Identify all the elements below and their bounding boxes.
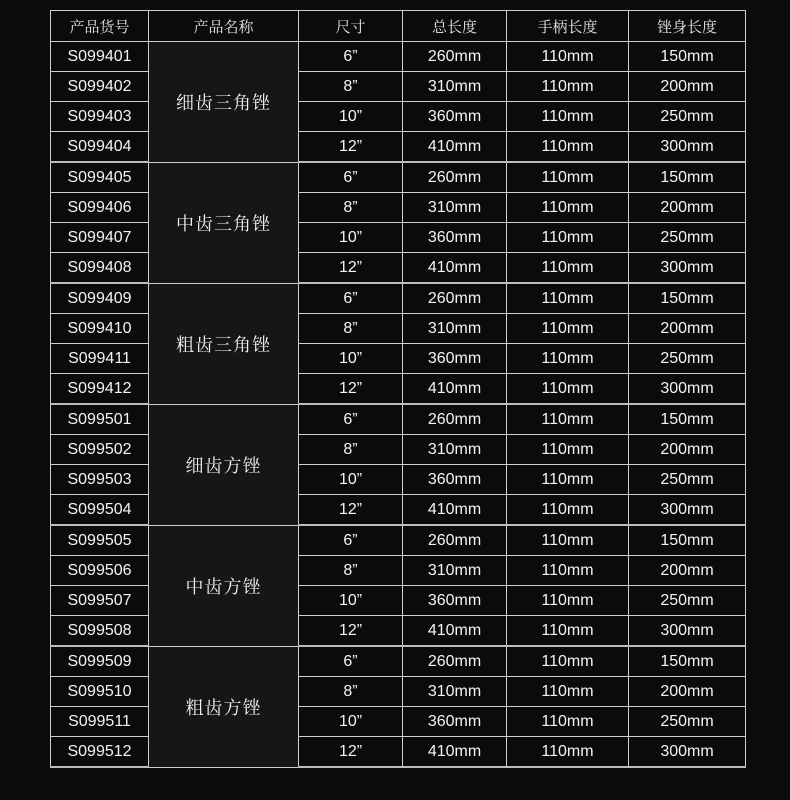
total-length-cell: 360mm: [403, 707, 507, 737]
table-row: [51, 42, 746, 72]
handle-length-cell: 110mm: [507, 707, 629, 737]
size-cell: 12”: [299, 495, 403, 526]
total-length-cell: 260mm: [403, 646, 507, 677]
total-length-cell: 310mm: [403, 314, 507, 344]
total-length-cell: 310mm: [403, 677, 507, 707]
file-body-length-cell: 250mm: [629, 707, 746, 737]
total-length-cell: 360mm: [403, 223, 507, 253]
total-length-cell: 410mm: [403, 495, 507, 526]
file-body-length-cell: 200mm: [629, 314, 746, 344]
handle-length-cell: 110mm: [507, 525, 629, 556]
size-cell: 12”: [299, 253, 403, 284]
product-code-cell: S099406: [51, 193, 149, 223]
product-code-cell: S099401: [51, 42, 149, 72]
table-row: [51, 525, 746, 556]
total-length-cell: 260mm: [403, 404, 507, 435]
product-code-cell: S099510: [51, 677, 149, 707]
file-body-length-cell: 250mm: [629, 465, 746, 495]
table-row: [51, 404, 746, 435]
product-code-cell: S099405: [51, 162, 149, 193]
size-cell: 6”: [299, 404, 403, 435]
file-body-length-cell: 200mm: [629, 193, 746, 223]
handle-length-cell: 110mm: [507, 283, 629, 314]
handle-length-cell: 110mm: [507, 677, 629, 707]
file-body-length-cell: 300mm: [629, 253, 746, 284]
file-body-length-cell: 150mm: [629, 646, 746, 677]
handle-length-cell: 110mm: [507, 42, 629, 72]
total-length-cell: 260mm: [403, 283, 507, 314]
product-code-cell: S099502: [51, 435, 149, 465]
total-length-cell: 310mm: [403, 556, 507, 586]
size-cell: 12”: [299, 132, 403, 163]
size-cell: 10”: [299, 102, 403, 132]
handle-length-cell: 110mm: [507, 556, 629, 586]
total-length-cell: 410mm: [403, 253, 507, 284]
file-body-length-cell: 250mm: [629, 344, 746, 374]
product-code-cell: S099503: [51, 465, 149, 495]
handle-length-cell: 110mm: [507, 162, 629, 193]
total-length-cell: 360mm: [403, 102, 507, 132]
size-cell: 6”: [299, 646, 403, 677]
handle-length-cell: 110mm: [507, 646, 629, 677]
product-code-cell: S099505: [51, 525, 149, 556]
size-cell: 8”: [299, 435, 403, 465]
handle-length-cell: 110mm: [507, 435, 629, 465]
header-product-name: 产品名称: [149, 11, 299, 42]
total-length-cell: 310mm: [403, 435, 507, 465]
handle-length-cell: 110mm: [507, 465, 629, 495]
size-cell: 8”: [299, 556, 403, 586]
total-length-cell: 260mm: [403, 42, 507, 72]
table-row: [51, 283, 746, 314]
product-name-cell: 粗齿方锉: [149, 646, 299, 767]
handle-length-cell: 110mm: [507, 223, 629, 253]
handle-length-cell: 110mm: [507, 253, 629, 284]
handle-length-cell: 110mm: [507, 404, 629, 435]
size-cell: 10”: [299, 344, 403, 374]
size-cell: 12”: [299, 616, 403, 647]
product-code-cell: S099407: [51, 223, 149, 253]
header-handle-length: 手柄长度: [507, 11, 629, 42]
size-cell: 10”: [299, 707, 403, 737]
total-length-cell: 410mm: [403, 616, 507, 647]
handle-length-cell: 110mm: [507, 586, 629, 616]
total-length-cell: 410mm: [403, 737, 507, 768]
table-body: [51, 42, 746, 768]
spec-table: [50, 10, 746, 768]
total-length-cell: 260mm: [403, 525, 507, 556]
product-name-cell: 细齿方锉: [149, 404, 299, 525]
total-length-cell: 410mm: [403, 374, 507, 405]
product-name-cell: 细齿三角锉: [149, 42, 299, 163]
handle-length-cell: 110mm: [507, 102, 629, 132]
product-name-cell: 中齿三角锉: [149, 162, 299, 283]
product-code-cell: S099408: [51, 253, 149, 284]
file-body-length-cell: 150mm: [629, 283, 746, 314]
size-cell: 6”: [299, 283, 403, 314]
product-code-cell: S099509: [51, 646, 149, 677]
product-code-cell: S099412: [51, 374, 149, 405]
total-length-cell: 360mm: [403, 465, 507, 495]
size-cell: 6”: [299, 42, 403, 72]
size-cell: 8”: [299, 193, 403, 223]
size-cell: 6”: [299, 162, 403, 193]
size-cell: 8”: [299, 314, 403, 344]
file-body-length-cell: 300mm: [629, 374, 746, 405]
table-row: [51, 162, 746, 193]
handle-length-cell: 110mm: [507, 737, 629, 768]
file-body-length-cell: 300mm: [629, 616, 746, 647]
file-body-length-cell: 300mm: [629, 737, 746, 768]
product-name-cell: 中齿方锉: [149, 525, 299, 646]
handle-length-cell: 110mm: [507, 495, 629, 526]
header-total-length: 总长度: [403, 11, 507, 42]
handle-length-cell: 110mm: [507, 344, 629, 374]
product-code-cell: S099410: [51, 314, 149, 344]
header-product-code: 产品货号: [51, 11, 149, 42]
file-body-length-cell: 200mm: [629, 677, 746, 707]
file-body-length-cell: 150mm: [629, 525, 746, 556]
header-size: 尺寸: [299, 11, 403, 42]
handle-length-cell: 110mm: [507, 72, 629, 102]
total-length-cell: 360mm: [403, 344, 507, 374]
file-body-length-cell: 150mm: [629, 42, 746, 72]
header-row: [51, 11, 746, 42]
file-body-length-cell: 200mm: [629, 556, 746, 586]
product-code-cell: S099409: [51, 283, 149, 314]
table-header: [51, 11, 746, 42]
size-cell: 10”: [299, 465, 403, 495]
size-cell: 10”: [299, 223, 403, 253]
file-body-length-cell: 150mm: [629, 162, 746, 193]
product-code-cell: S099506: [51, 556, 149, 586]
file-body-length-cell: 200mm: [629, 435, 746, 465]
product-code-cell: S099507: [51, 586, 149, 616]
file-body-length-cell: 250mm: [629, 102, 746, 132]
file-body-length-cell: 250mm: [629, 223, 746, 253]
header-file-body-length: 锉身长度: [629, 11, 746, 42]
product-code-cell: S099508: [51, 616, 149, 647]
size-cell: 10”: [299, 586, 403, 616]
file-body-length-cell: 200mm: [629, 72, 746, 102]
product-name-cell: 粗齿三角锉: [149, 283, 299, 404]
product-code-cell: S099404: [51, 132, 149, 163]
product-code-cell: S099402: [51, 72, 149, 102]
file-body-length-cell: 250mm: [629, 586, 746, 616]
product-code-cell: S099403: [51, 102, 149, 132]
total-length-cell: 260mm: [403, 162, 507, 193]
product-code-cell: S099501: [51, 404, 149, 435]
size-cell: 8”: [299, 72, 403, 102]
product-code-cell: S099411: [51, 344, 149, 374]
size-cell: 6”: [299, 525, 403, 556]
product-code-cell: S099504: [51, 495, 149, 526]
handle-length-cell: 110mm: [507, 374, 629, 405]
size-cell: 12”: [299, 374, 403, 405]
table-row: [51, 646, 746, 677]
size-cell: 8”: [299, 677, 403, 707]
product-code-cell: S099512: [51, 737, 149, 768]
total-length-cell: 410mm: [403, 132, 507, 163]
file-body-length-cell: 300mm: [629, 495, 746, 526]
file-body-length-cell: 300mm: [629, 132, 746, 163]
size-cell: 12”: [299, 737, 403, 768]
handle-length-cell: 110mm: [507, 132, 629, 163]
total-length-cell: 310mm: [403, 72, 507, 102]
total-length-cell: 310mm: [403, 193, 507, 223]
handle-length-cell: 110mm: [507, 193, 629, 223]
product-code-cell: S099511: [51, 707, 149, 737]
handle-length-cell: 110mm: [507, 616, 629, 647]
total-length-cell: 360mm: [403, 586, 507, 616]
handle-length-cell: 110mm: [507, 314, 629, 344]
file-body-length-cell: 150mm: [629, 404, 746, 435]
